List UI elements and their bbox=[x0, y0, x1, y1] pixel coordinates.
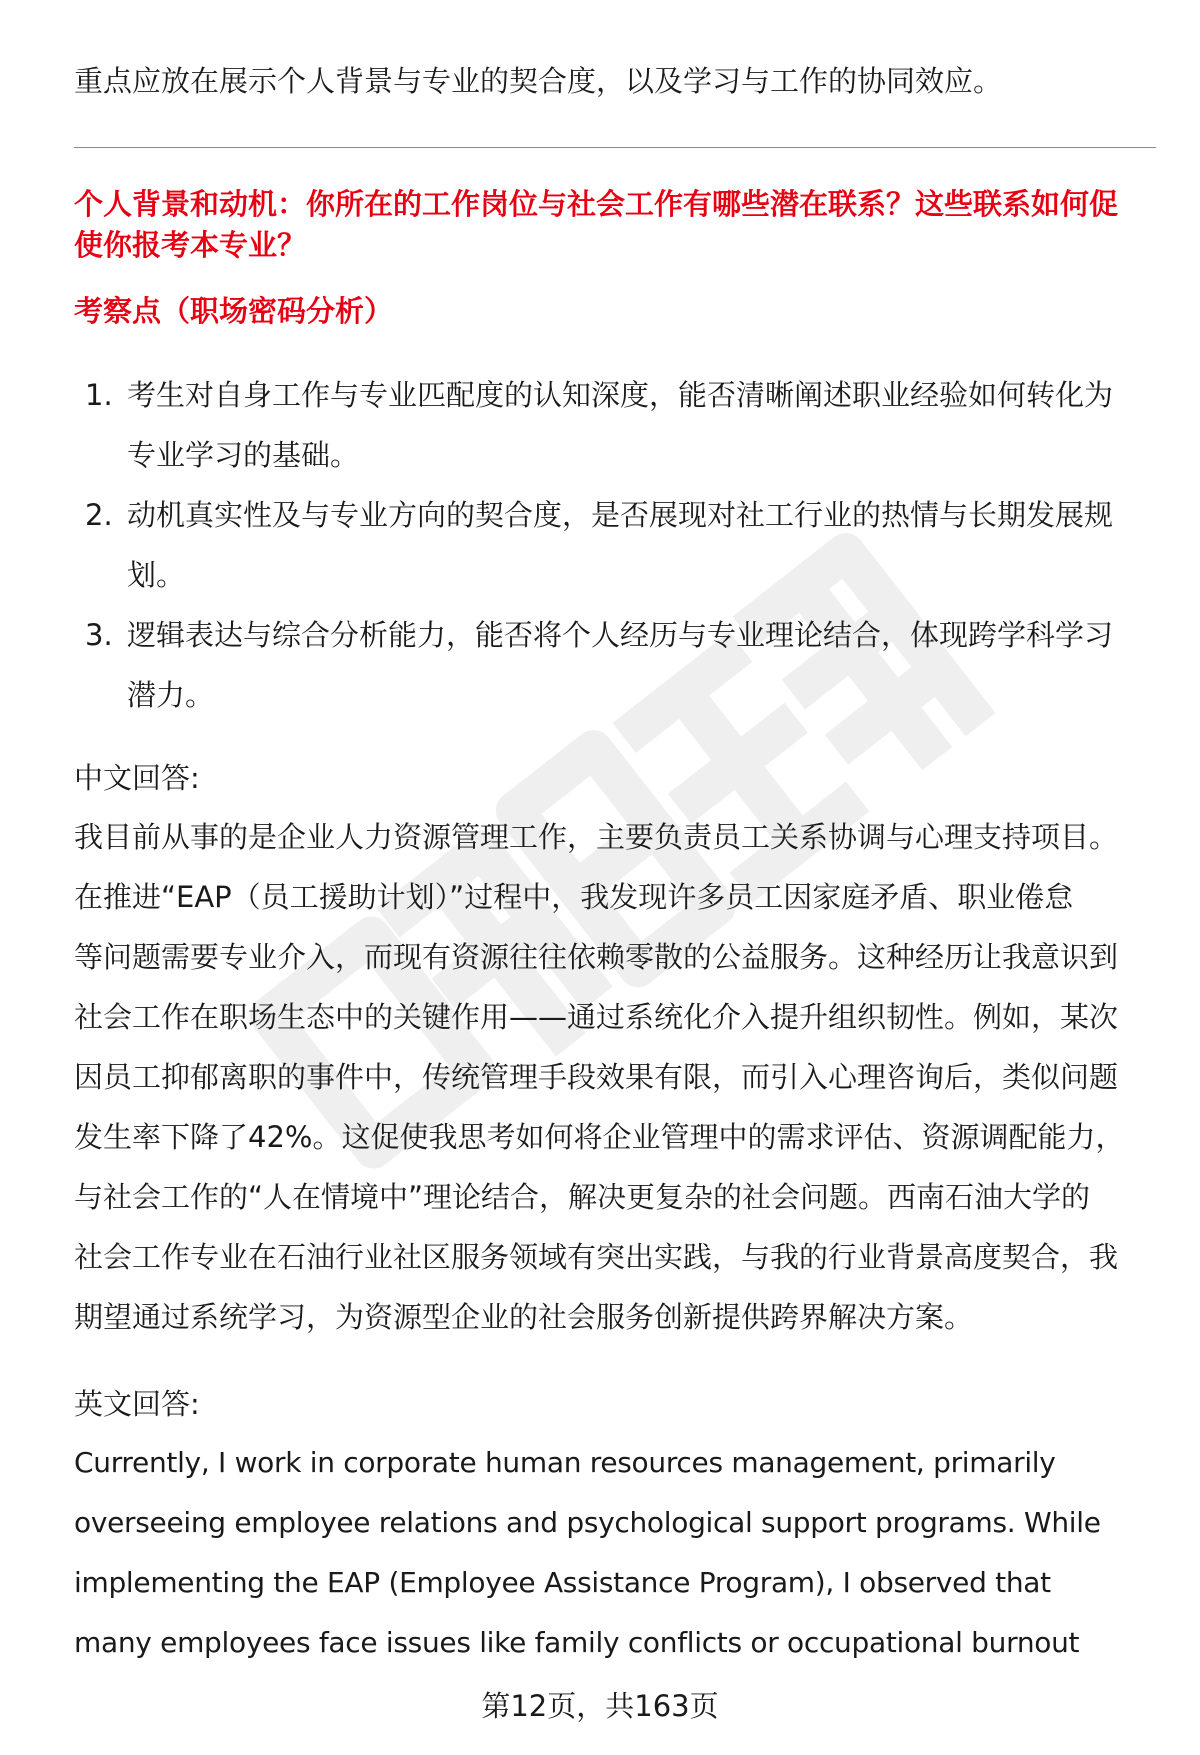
paragraph-line: 我目前从事的是企业人力资源管理工作，主要负责员工关系协调与心理支持项目。 bbox=[74, 820, 1119, 854]
list-item-number: 2. bbox=[85, 498, 113, 532]
list-item-text: 动机真实性及与专业方向的契合度，是否展现对社工行业的热情与长期发展规 bbox=[127, 498, 1114, 532]
list-item bbox=[74, 485, 1156, 605]
paragraph-line: 在推进“EAP（员工援助计划）”过程中，我发现许多员工因家庭矛盾、职业倦怠 bbox=[74, 880, 1074, 914]
paragraph-line: Currently, I work in corporate human resources management, primarily bbox=[74, 1446, 1056, 1479]
main-content bbox=[74, 52, 1156, 1673]
paragraph-line: 发生率下降了42%。这促使我思考如何将企业管理中的需求评估、资源调配能力， bbox=[74, 1120, 1125, 1154]
list-item-text: 潜力。 bbox=[127, 678, 215, 712]
paragraph-line: 社会工作专业在石油行业社区服务领域有突出实践，与我的行业背景高度契合，我 bbox=[74, 1240, 1119, 1274]
list-item-text: 划。 bbox=[127, 558, 186, 592]
section-divider bbox=[74, 147, 1156, 148]
page-number-footer: 第12页，共163页 bbox=[481, 1689, 719, 1723]
list-item-number: 1. bbox=[85, 378, 113, 412]
question-line: 使你报考本专业？ bbox=[74, 228, 307, 262]
list-item bbox=[74, 605, 1156, 725]
paragraph-line: 等问题需要专业介入，而现有资源往往依赖零散的公益服务。这种经历让我意识到 bbox=[74, 940, 1119, 974]
english-answer-label: 英文回答: bbox=[74, 1387, 200, 1421]
intro-text: 重点应放在展示个人背景与专业的契合度，以及学习与工作的协同效应。 bbox=[74, 64, 1003, 98]
list-item-text: 考生对自身工作与专业匹配度的认知深度，能否清晰阐述职业经验如何转化为 bbox=[127, 378, 1114, 412]
paragraph-line: 期望通过系统学习，为资源型企业的社会服务创新提供跨界解决方案。 bbox=[74, 1300, 974, 1334]
question-line: 个人背景和动机：你所在的工作岗位与社会工作有哪些潜在联系？这些联系如何促 bbox=[74, 187, 1119, 221]
chinese-answer-label: 中文回答: bbox=[74, 761, 200, 795]
paragraph-line: 因员工抑郁离职的事件中，传统管理手段效果有限，而引入心理咨询后，类似问题 bbox=[74, 1060, 1119, 1094]
paragraph-line: overseeing employee relations and psychological support programs. While bbox=[74, 1506, 1101, 1539]
paragraph-line: 与社会工作的“人在情境中”理论结合，解决更复杂的社会问题。西南石油大学的 bbox=[74, 1180, 1091, 1214]
paragraph-line: many employees face issues like family conflicts or occupational burnout bbox=[74, 1626, 1080, 1659]
list-item-text: 专业学习的基础。 bbox=[127, 438, 360, 472]
exam-points-heading: 考察点（职场密码分析） bbox=[74, 294, 394, 328]
list-item-number: 3. bbox=[85, 618, 113, 652]
list-item bbox=[74, 365, 1156, 485]
chinese-answer-body bbox=[74, 807, 1156, 1347]
question-heading bbox=[74, 184, 1156, 266]
english-answer-body bbox=[74, 1433, 1156, 1673]
paragraph-line: implementing the EAP (Employee Assistance Program), I observed that bbox=[74, 1566, 1051, 1599]
list-item-text: 逻辑表达与综合分析能力，能否将个人经历与专业理论结合，体现跨学科学习 bbox=[127, 618, 1114, 652]
paragraph-line: 社会工作在职场生态中的关键作用——通过系统化介入提升组织韧性。例如，某次 bbox=[74, 1000, 1119, 1034]
exam-points-list bbox=[74, 365, 1156, 725]
